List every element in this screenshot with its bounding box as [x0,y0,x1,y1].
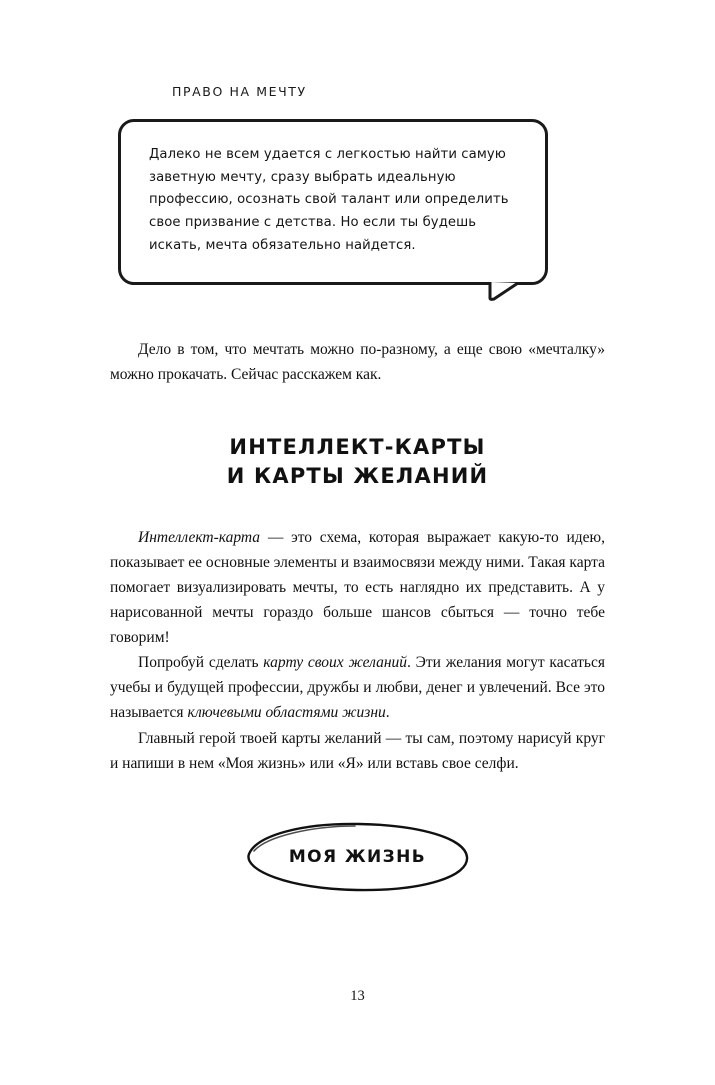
emphasized-text: Интеллект-карта [138,528,261,546]
ellipse-label: МОЯ ЖИЗНЬ [288,846,427,867]
section-heading [110,433,605,491]
intro-paragraph-block [110,337,605,387]
paragraph: Главный герой твоей карты желаний — ты сам, поэтому нарисуй круг и напиши в нем «Моя жизнь» или «Я» или вставь свое селфи. [110,729,605,772]
main-text-block [110,525,605,776]
page-number: 13 [350,988,365,1004]
callout-tail-icon [488,282,522,302]
book-page [0,84,715,1085]
hand-drawn-ellipse [243,820,473,894]
paragraph: Попробуй сделать карту своих желаний. Эти желания могут касаться учебы и будущей профессии, дружбы и любви, денег и увлечений. Все это называется ключевыми областями жизни. [110,654,605,722]
callout-body [118,119,548,285]
callout-box [118,119,548,285]
emphasized-text: карту своих желаний [263,654,408,672]
section-heading-line-1: ИНТЕЛЛЕКТ-КАРТЫ [229,434,486,459]
paragraph: Дело в том, что мечтать можно по-разному, а еще свою «мечталку» можно прокачать. Сейчас расскажем как. [110,340,605,383]
section-heading-line-2: И КАРТЫ ЖЕЛАНИЙ [226,463,489,488]
running-head: ПРАВО НА МЕЧТУ [172,84,307,99]
emphasized-text: ключевыми областями жизни [187,704,386,722]
paragraph: Интеллект-карта — это схема, которая выражает какую-то идею, показывает ее основные элементы и взаимосвязи между ними. Такая карта помогает визуализировать мечты, то есть наглядно их представить. А у нарисованной мечты гораздо больше шансов сбыться — точно тебе говорим! [110,528,605,647]
callout-text: Далеко не всем удается с легкостью найти самую заветную мечту, сразу выбрать идеальную профессию, осознать свой талант или определить свое призвание с детства. Но если ты будешь искать, мечта обязательно найдется. [149,147,509,253]
